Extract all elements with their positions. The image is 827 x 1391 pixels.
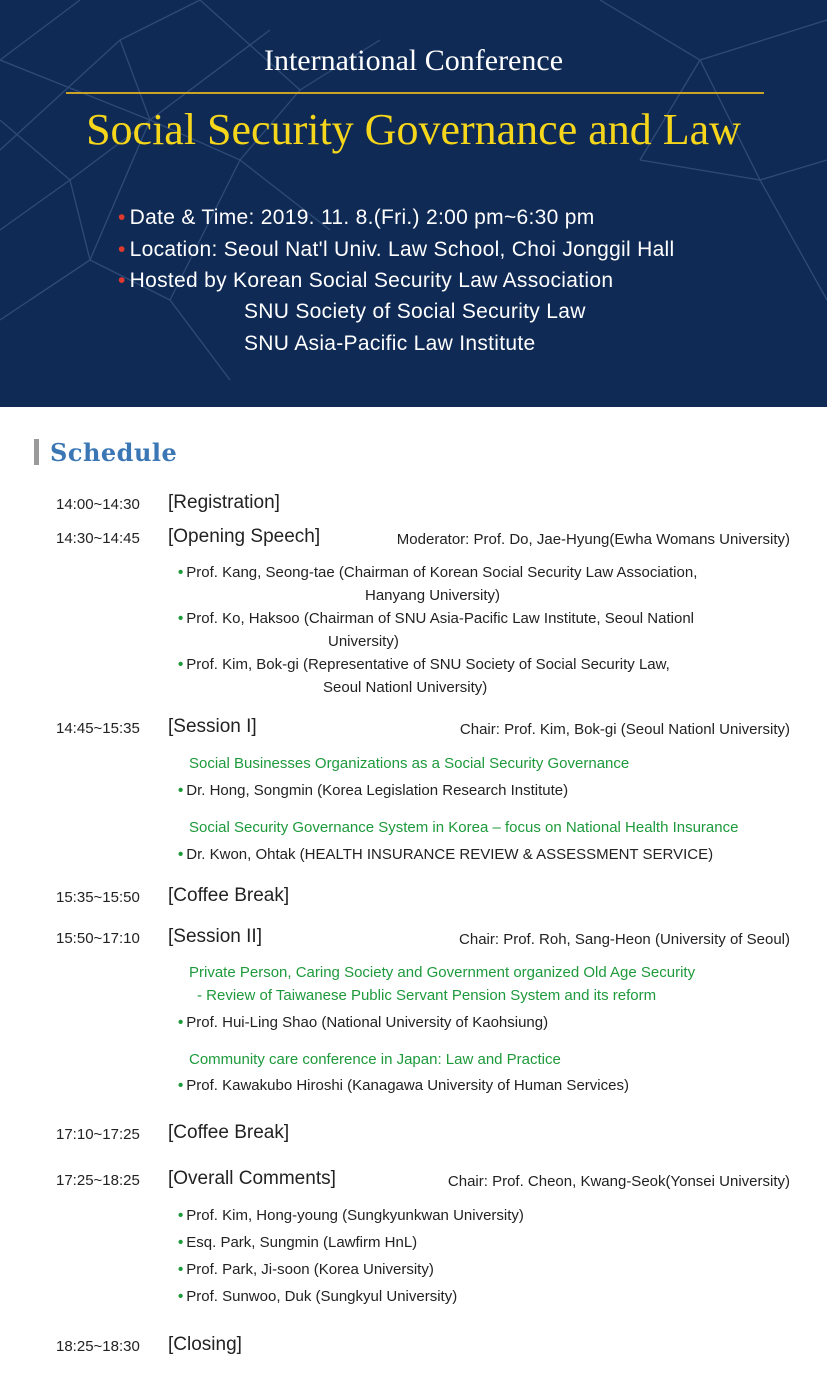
opening-speaker-affil: Hanyang University) [365,587,501,604]
session2-time: 15:50~17:10 [56,930,140,947]
bullet-icon: • [118,238,126,261]
heading-bar [34,439,39,465]
conference-title: Social Security Governance and Law [86,105,741,154]
commentator: • Prof. Park, Ji-soon (Korea University) [178,1261,434,1278]
closing-time: 18:25~18:30 [56,1338,140,1355]
session2-chair: Chair: Prof. Roh, Sang-Heon (University of Seoul) [459,931,790,948]
bullet-icon: • [118,206,126,229]
info-host-2: SNU Society of Social Security Law [244,300,586,323]
opening-speaker: • Prof. Kang, Seong-tae (Chairman of Korean Social Security Law Association, [178,564,698,581]
header-banner [0,0,827,407]
bullet-icon: • [178,1234,184,1251]
registration-time: 14:00~14:30 [56,496,140,513]
closing-label: [Closing] [168,1334,242,1355]
break1-label: [Coffee Break] [168,885,290,906]
bullet-icon: • [178,1014,184,1031]
session1-speaker: • Dr. Hong, Songmin (Korea Legislation Research Institute) [178,782,569,799]
bullet-icon: • [178,564,184,581]
bullet-icon: • [178,1288,184,1305]
bullet-icon: • [178,782,184,799]
title-divider [66,92,764,94]
commentator: • Esq. Park, Sungmin (Lawfirm HnL) [178,1234,418,1251]
opening-speaker-affil: University) [328,633,399,650]
bullet-icon: • [178,1207,184,1224]
commentator: • Prof. Kim, Hong-young (Sungkyunkwan University) [178,1207,524,1224]
session1-label: [Session I] [168,716,257,737]
break2-label: [Coffee Break] [168,1122,290,1143]
session2-topic-sub: - Review of Taiwanese Public Servant Pension System and its reform [197,987,657,1004]
bullet-icon: • [178,846,184,863]
bullet-icon: • [118,269,126,292]
session1-chair: Chair: Prof. Kim, Bok-gi (Seoul Nationl University) [459,721,790,738]
session2-speaker: • Prof. Hui-Ling Shao (National University of Kaohsiung) [178,1014,549,1031]
session2-topic: Private Person, Caring Society and Government organized Old Age Security [189,964,696,981]
info-date: • Date & Time: 2019. 11. 8.(Fri.) 2:00 pm~6:30 pm [118,206,595,229]
schedule-heading: Schedule [34,438,177,466]
comments-chair: Chair: Prof. Cheon, Kwang-Seok(Yonsei University) [447,1173,790,1190]
session1-topic: Social Security Governance System in Korea – focus on National Health Insurance [189,819,739,836]
commentator: • Prof. Sunwoo, Duk (Sungkyul University) [178,1288,458,1305]
comments-time: 17:25~18:25 [56,1172,140,1189]
session2-topic: Community care conference in Japan: Law and Practice [189,1051,561,1068]
info-location: • Location: Seoul Nat'l Univ. Law School, Choi Jonggil Hall [118,238,675,261]
bullet-icon: • [178,1077,184,1094]
registration-label: [Registration] [168,492,280,513]
bullet-icon: • [178,610,184,627]
session1-time: 14:45~15:35 [56,720,140,737]
info-host-3: SNU Asia-Pacific Law Institute [244,332,536,355]
info-host: • Hosted by Korean Social Security Law Association [118,269,614,292]
break2-time: 17:10~17:25 [56,1126,140,1143]
session1-speaker: • Dr. Kwon, Ohtak (HEALTH INSURANCE REVIEW & ASSESSMENT SERVICE) [178,846,714,863]
session1-topic: Social Businesses Organizations as a Social Security Governance [189,755,630,772]
opening-time: 14:30~14:45 [56,530,140,547]
opening-speaker: • Prof. Kim, Bok-gi (Representative of SNU Society of Social Security Law, [178,656,670,673]
opening-moderator: Moderator: Prof. Do, Jae-Hyung(Ewha Womans University) [396,531,790,548]
session2-label: [Session II] [168,926,262,947]
break1-time: 15:35~15:50 [56,889,140,906]
bullet-icon: • [178,1261,184,1278]
session2-speaker: • Prof. Kawakubo Hiroshi (Kanagawa University of Human Services) [178,1077,629,1094]
opening-speaker-affil: Seoul Nationl University) [323,679,488,696]
comments-label: [Overall Comments] [168,1168,336,1189]
conference-subtitle: International Conference [263,44,564,77]
opening-label: [Opening Speech] [168,526,321,547]
bullet-icon: • [178,656,184,673]
opening-speaker: • Prof. Ko, Haksoo (Chairman of SNU Asia-Pacific Law Institute, Seoul Nationl [178,610,694,627]
